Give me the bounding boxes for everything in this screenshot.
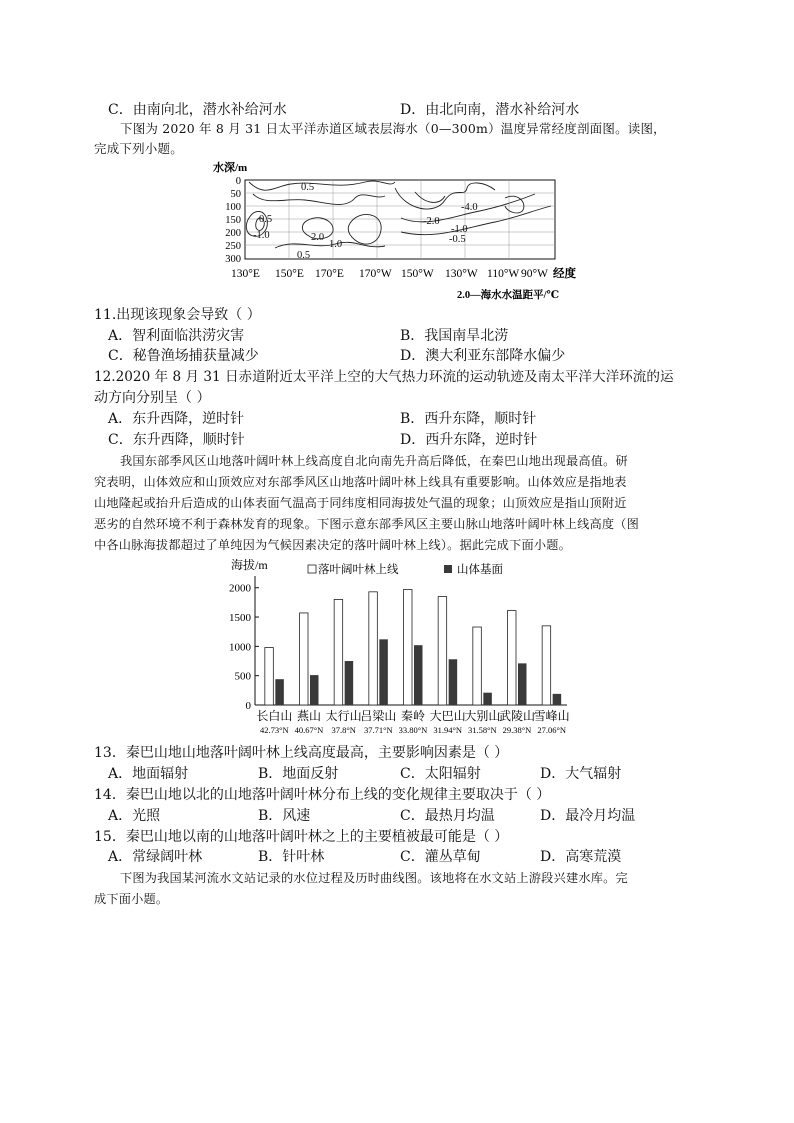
x-tick: 170°E — [315, 268, 344, 280]
intro2-line-2: 究表明，山体效应和山顶效应对东部季风区山地落叶阔叶林上线具有重要影响。山体效应是指地表 — [94, 475, 627, 489]
x-tick: 130°W — [445, 268, 478, 280]
q11-option-b[interactable]: B．我国南旱北涝 — [400, 328, 509, 344]
intro-line-1: 下图为 2020 年 8 月 31 日太平洋赤道区域表层海水（0—300m）温度异常经度剖面图。读图， — [120, 121, 666, 136]
x-tick: 90°W — [521, 268, 548, 280]
bar-base — [275, 679, 283, 705]
q12-option-b[interactable]: B．西升东降，顺时针 — [400, 411, 537, 427]
y-tick: 250 — [225, 241, 241, 252]
q12-option-c[interactable]: C．东升西降，顺时针 — [108, 432, 245, 448]
intro3-line-1: 下图为我国某河流水文站记录的水位过程及历时曲线图。该地将在水文站上游段兴建水库。完 — [120, 871, 628, 885]
q13-option-a[interactable]: A．地面辐射 — [108, 766, 189, 782]
q15-option-b[interactable]: B．针叶林 — [258, 849, 325, 865]
q15-option-d[interactable]: D．高寒荒漠 — [540, 849, 622, 865]
y-tick: 300 — [225, 254, 241, 265]
intro-line-2: 完成下列小题。 — [94, 141, 183, 156]
q14-stem: 14．秦巴山地以北的山地落叶阔叶林分布上线的变化规律主要取决于（ ） — [94, 787, 551, 803]
latitude-label: 42.73°N — [259, 725, 289, 735]
bar-forest-line — [438, 597, 447, 705]
bar-forest-line — [265, 648, 274, 705]
category-label: 太行山 — [325, 709, 362, 723]
latitude-label: 27.06°N — [537, 725, 567, 735]
option-d-prev: D．由北向南，潜水补给河水 — [400, 102, 580, 118]
y-axis-label: 水深/m — [213, 162, 248, 174]
bar-forest-line — [300, 613, 309, 705]
contour-label: 0.5 — [301, 182, 315, 193]
y-tick-label: 0 — [245, 700, 251, 712]
forest-line-bar-chart — [215, 556, 585, 742]
bar-base — [449, 659, 458, 705]
contour-label: 0.5 — [259, 214, 273, 225]
legend-swatch-forest-line — [308, 565, 316, 573]
q11-option-d[interactable]: D．澳大利亚东部降水偏少 — [400, 348, 566, 364]
latitude-label: 40.67°N — [294, 725, 324, 735]
bar-forest-line — [508, 611, 517, 705]
latitude-label: 33.80°N — [398, 725, 428, 735]
contour-label: 1.0 — [329, 239, 343, 250]
bar-base — [379, 639, 388, 705]
category-label: 燕山 — [296, 709, 322, 723]
legend-label-forest-line: 落叶阔叶林上线 — [318, 564, 399, 576]
q13-option-b[interactable]: B．地面反射 — [258, 766, 339, 782]
latitude-label: 37.8°N — [331, 725, 356, 735]
bar-forest-line — [473, 627, 482, 705]
q13-option-d[interactable]: D．大气辐射 — [540, 766, 622, 782]
y-tick-label: 2000 — [229, 582, 251, 595]
y-tick-label: 500 — [234, 670, 251, 683]
bar-base — [483, 693, 492, 705]
bar-base — [345, 661, 354, 705]
q13-option-c[interactable]: C．太阳辐射 — [400, 766, 481, 782]
y-tick: 200 — [225, 228, 241, 239]
bar-forest-line — [334, 599, 343, 705]
category-label: 武陵山 — [498, 709, 536, 723]
q12-stem-line-2: 动方向分别呈（ ） — [94, 390, 211, 406]
option-c-prev: C．由南向北，潜水补给河水 — [108, 102, 287, 118]
y-tick-label: 1500 — [229, 612, 251, 625]
bar-forest-line — [542, 626, 551, 705]
bar-forest-line — [369, 592, 378, 705]
q11-option-a[interactable]: A．智利面临洪涝灾害 — [108, 328, 245, 344]
latitude-label: 37.71°N — [363, 725, 393, 735]
q11-stem: 11.出现该现象会导致（ ） — [94, 307, 261, 323]
q15-option-a[interactable]: A．常绿阔叶林 — [108, 849, 203, 865]
y-tick: 150 — [225, 215, 241, 226]
x-tick: 150°E — [275, 268, 304, 280]
category-label: 长白山 — [256, 709, 293, 723]
ocean-temperature-profile — [205, 158, 605, 303]
x-axis-label: 经度 — [553, 268, 576, 280]
contour-label: 2.0 — [311, 232, 325, 243]
q12-stem-line-1: 12.2020 年 8 月 31 日赤道附近太平洋上空的大气热力环流的运动轨迹及南太平洋大洋环流的运 — [94, 369, 674, 385]
contour-label: -1.0 — [253, 230, 270, 241]
q14-option-b[interactable]: B．风速 — [258, 808, 311, 824]
q15-stem: 15．秦巴山地以南的山地落叶阔叶林之上的主要植被最可能是（ ） — [94, 829, 509, 845]
y-tick: 0 — [235, 176, 241, 187]
contour-label: -4.0 — [461, 202, 478, 213]
intro3-line-2: 成下面小题。 — [94, 892, 169, 906]
x-tick: 170°W — [359, 268, 392, 280]
latitude-label: 31.58°N — [467, 725, 497, 735]
latitude-label: 31.94°N — [433, 725, 463, 735]
intro2-line-3: 山地隆起或抬升后造成的山体表面气温高于同纬度相同海拔处气温的现象；山顶效应是指山顶附近 — [94, 496, 627, 510]
x-tick: 110°W — [487, 268, 520, 280]
y-tick: 50 — [230, 189, 241, 200]
q13-stem: 13．秦巴山地山地落叶阔叶林上线高度最高，主要影响因素是（ ） — [94, 745, 509, 761]
chart-y-label: 海拔/m — [231, 558, 268, 572]
intro2-line-4: 恶劣的自然环境不利于森林发育的现象。下图示意东部季风区主要山脉山地落叶阔叶林上线高度（图 — [94, 517, 640, 531]
category-label: 吕梁山 — [360, 709, 397, 723]
legend-note: 2.0—海水水温距平/℃ — [457, 290, 560, 301]
contour-label: -2.0 — [423, 216, 440, 227]
category-label: 大别山 — [464, 709, 501, 723]
bar-forest-line — [404, 589, 413, 705]
intro2-line-5: 中各山脉海拔都超过了单纯因为气候因素决定的落叶阔叶林上线）。据此完成下面小题。 — [94, 538, 572, 552]
x-tick: 150°W — [401, 268, 434, 280]
contour-label: -1.0 — [451, 224, 468, 235]
q14-option-d[interactable]: D．最冷月均温 — [540, 808, 636, 824]
q14-option-a[interactable]: A．光照 — [108, 808, 161, 824]
q11-option-c[interactable]: C．秘鲁渔场捕获量减少 — [108, 348, 259, 364]
bar-base — [310, 675, 319, 705]
bar-base — [414, 645, 423, 705]
legend-label-base: 山体基面 — [457, 564, 503, 576]
x-tick: 130°E — [231, 268, 260, 280]
latitude-label: 29.38°N — [502, 725, 532, 735]
y-tick-label: 1000 — [229, 641, 251, 654]
legend-swatch-base — [444, 565, 452, 573]
bar-base — [518, 663, 527, 705]
q12-option-d[interactable]: D．西升东降，逆时针 — [400, 432, 538, 448]
intro2-line-1: 我国东部季风区山地落叶阔叶林上线高度自北向南先升高后降低，在秦巴山地出现最高值。研 — [120, 454, 628, 468]
q15-option-c[interactable]: C．灌丛草甸 — [400, 849, 481, 865]
contour-label: -0.5 — [449, 234, 466, 245]
contour-label: 0.5 — [297, 250, 311, 261]
q12-option-a[interactable]: A．东升西降，逆时针 — [108, 411, 245, 427]
category-label: 大巴山 — [429, 709, 466, 723]
bar-base — [553, 694, 562, 705]
q14-option-c[interactable]: C．最热月均温 — [400, 808, 495, 824]
category-label: 秦岭 — [400, 709, 426, 723]
category-label: 雪峰山 — [533, 709, 570, 723]
y-tick: 100 — [225, 202, 241, 213]
